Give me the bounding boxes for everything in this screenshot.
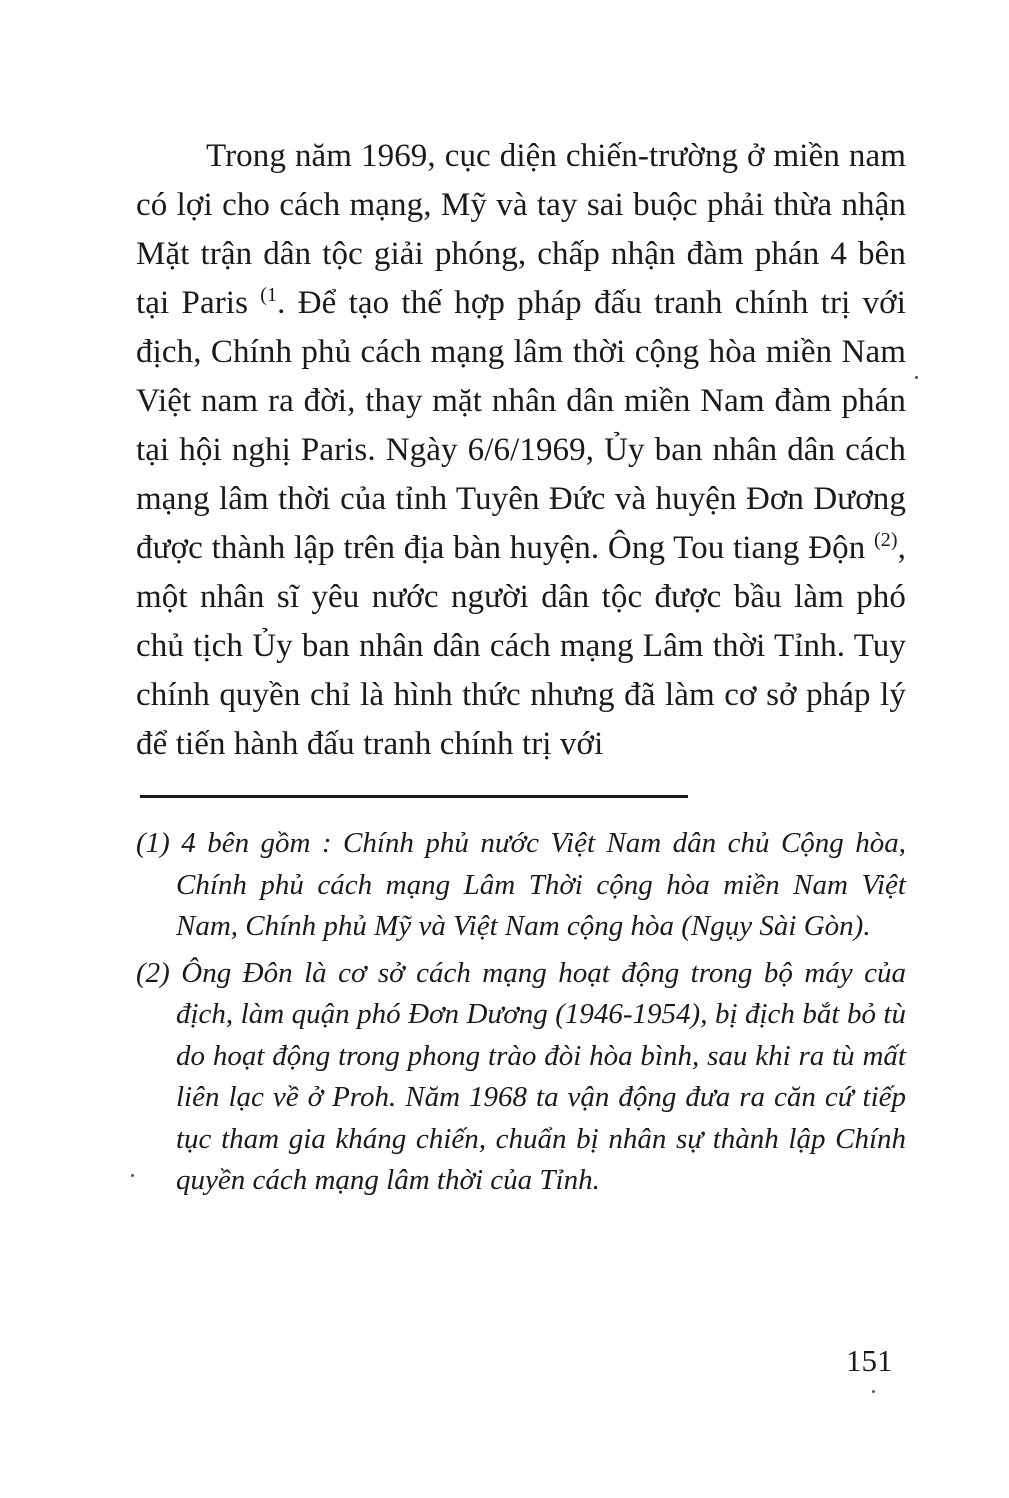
footnote-1: (1) 4 bên gồm : Chính phủ nước Việt Nam dân chủ Cộng hòa, Chính phủ cách mạng Lâm Thời cộng hòa miền Nam Việt Nam, Chính phủ Mỹ và Việt Nam cộng hòa (Ngụy Sài Gòn). [136,827,906,942]
scan-speck [915,376,918,379]
body-paragraph [136,132,906,769]
footnote-2: (2) Ông Đôn là cơ sở cách mạng hoạt động trong bộ máy của địch, làm quận phó Đơn Dương (1946-1954), bị địch bắt bỏ tù do hoạt động trong phong trào đòi hòa bình, sau khi ra tù mất liên lạc về ở Proh. Năm 1968 ta vận động đưa ra căn cứ tiếp tục tham gia kháng chiến, chuẩn bị nhân sự thành lập Chính quyền cách mạng lâm thời của Tỉnh. [136,956,906,1196]
footnote-divider [140,795,688,798]
body-text-part-3: , một nhân sĩ yêu nước người dân tộc được bầu làm phó chủ tịch Ủy ban nhân dân cách mạng Lâm thời Tỉnh. Tuy chính quyền chỉ là hình thức nhưng đã làm cơ sở pháp lý để tiến hành đấu tranh chính trị với [136,530,906,762]
page-number: 151 [846,1343,893,1378]
footnote-ref-2: (2) [874,529,898,551]
footnote-ref-1: (1 [260,284,278,306]
scan-speck [131,1174,134,1177]
body-text-part-1: Trong năm 1969, cục diện chiến-trường ở miền nam có lợi cho cách mạng, Mỹ và tay sai buộc phải thừa nhận Mặt trận dân tộc giải phóng, chấp nhận đàm phán 4 bên tại Paris [136,138,906,321]
body-text-part-2: . Để tạo thế hợp pháp đấu tranh chính trị với địch, Chính phủ cách mạng lâm thời cộng hòa miền Nam Việt nam ra đời, thay mặt nhân dân miền Nam đàm phán tại hội nghị Paris. Ngày 6/6/1969, Ủy ban nhân dân cách mạng lâm thời của tỉnh Tuyên Đức và huyện Đơn Dương được thành lập trên địa bàn huyện. Ông Tou tiang Độn [136,285,907,566]
scan-speck [872,1390,875,1393]
footnotes-section [136,823,906,1207]
